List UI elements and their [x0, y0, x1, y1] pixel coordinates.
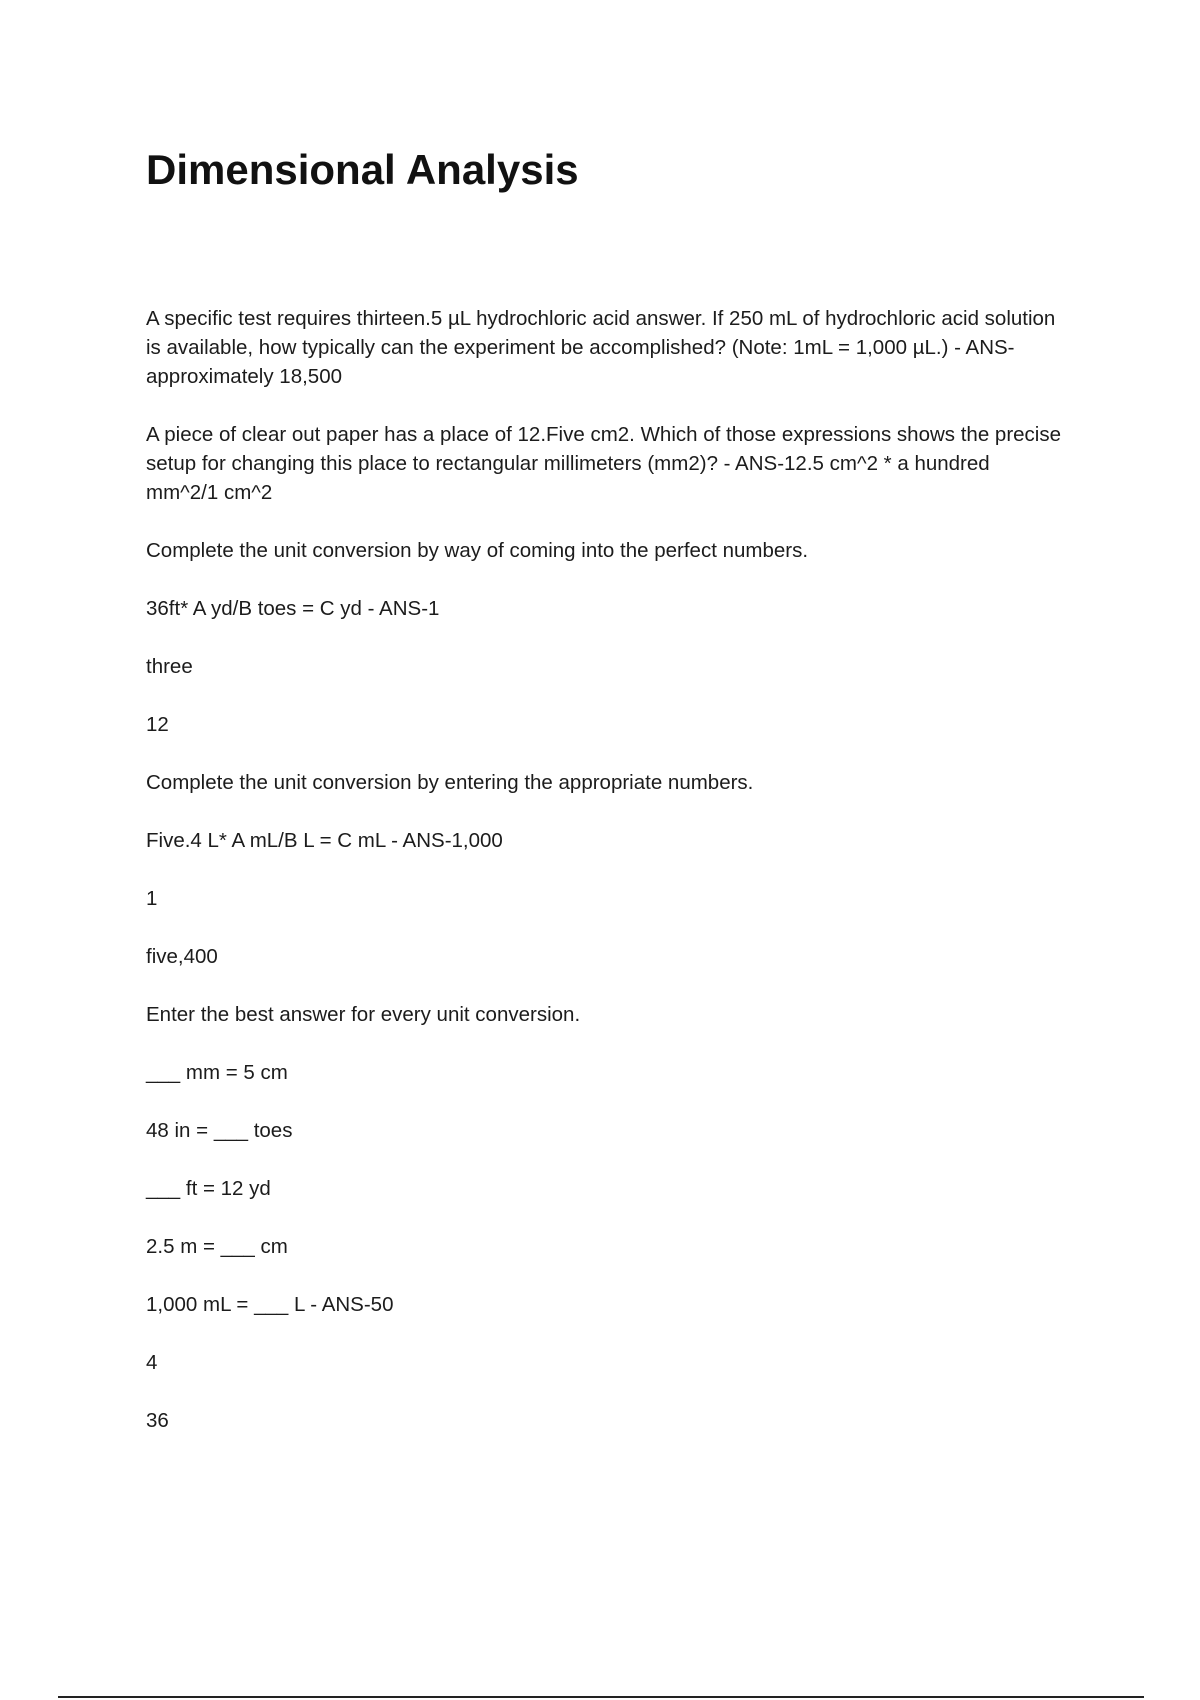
- answer-line: 1: [146, 887, 158, 910]
- answer-line: three: [146, 655, 193, 678]
- page-title: Dimensional Analysis: [146, 146, 579, 193]
- question-paragraph: A specific test requires thirteen.5 µL hydrochloric acid answer. If 250 mL of hydrochloric acid solution is available, how typically can the experiment be accomplished? (Note: 1mL = 1,000 µL.) - ANS-approximately 18,500: [146, 307, 1056, 388]
- page-bottom-divider: [58, 1696, 1144, 1698]
- question-paragraph: A piece of clear out paper has a place of 12.Five cm2. Which of those expressions shows the precise setup for changing this place to rectangular millimeters (mm2)? - ANS-12.5 cm^2 * a hundred mm^2/1 cm^2: [146, 423, 1062, 504]
- conversion-line: 2.5 m = ___ cm: [146, 1235, 288, 1258]
- conversion-line: 1,000 mL = ___ L - ANS-50: [146, 1293, 394, 1316]
- question-paragraph: Complete the unit conversion by entering the appropriate numbers.: [146, 771, 754, 794]
- answer-line: Five.4 L* A mL/B L = C mL - ANS-1,000: [146, 829, 503, 852]
- question-paragraph: Enter the best answer for every unit conversion.: [146, 1003, 581, 1026]
- answer-line: 12: [146, 713, 169, 736]
- question-paragraph: Complete the unit conversion by way of coming into the perfect numbers.: [146, 539, 809, 562]
- answer-line: five,400: [146, 945, 218, 968]
- conversion-line: ___ ft = 12 yd: [146, 1177, 271, 1200]
- answer-line: 36: [146, 1409, 169, 1432]
- conversion-line: ___ mm = 5 cm: [146, 1061, 288, 1084]
- document-body: [146, 304, 1066, 1464]
- answer-line: 4: [146, 1351, 158, 1374]
- answer-line: 36ft* A yd/B toes = C yd - ANS-1: [146, 597, 440, 620]
- conversion-line: 48 in = ___ toes: [146, 1119, 293, 1142]
